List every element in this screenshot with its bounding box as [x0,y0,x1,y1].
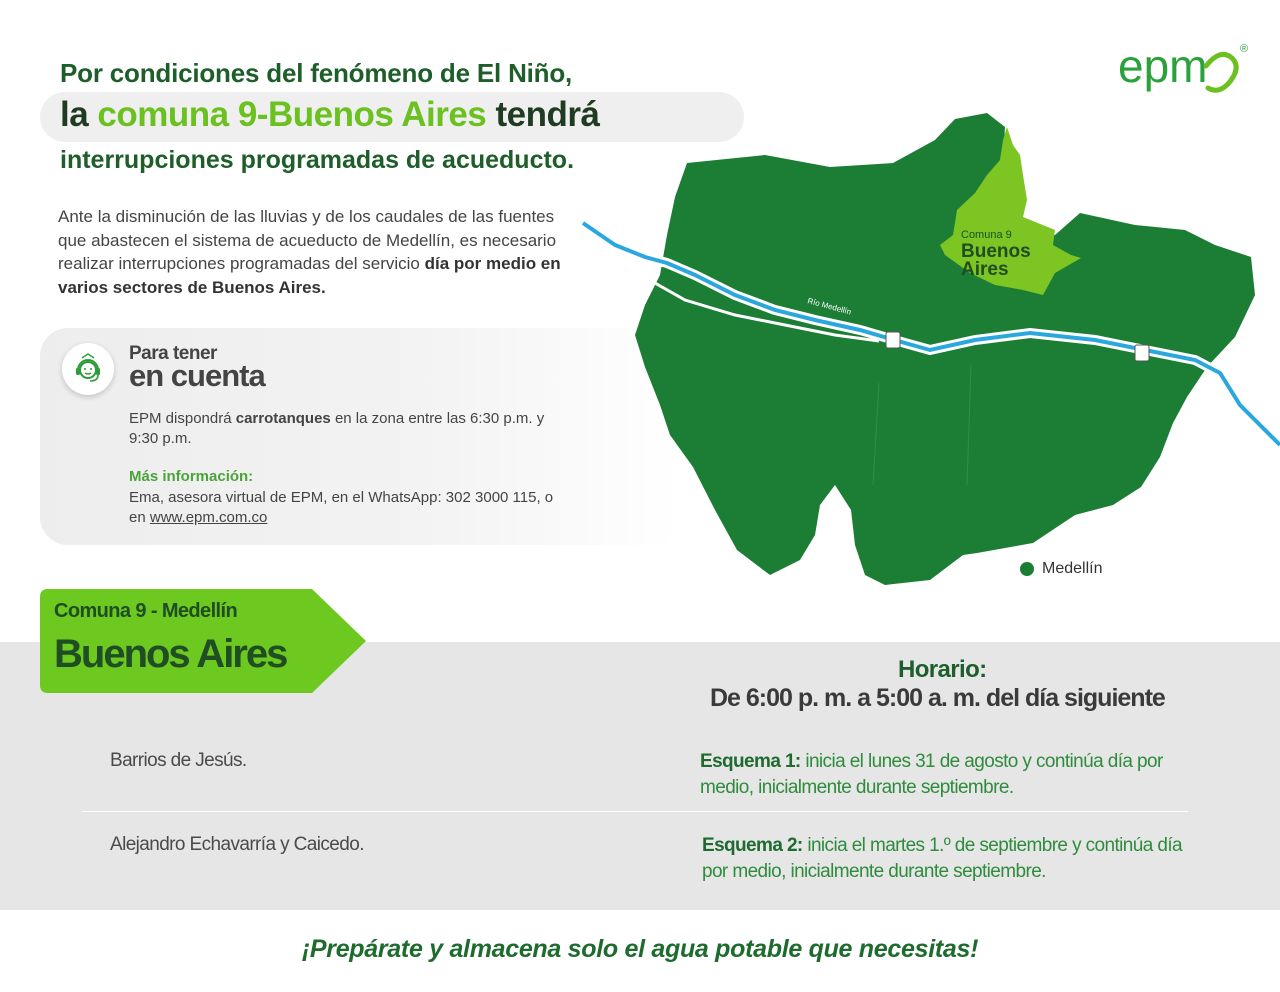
info-title-small: Para tener [129,343,217,364]
logo-text: epm [1118,40,1208,92]
comuna-label-aires: Aires [961,259,1009,280]
headline-line-1: Por condiciones del fenómeno de El Niño, [60,58,573,88]
barrio-row-2: Alejandro Echavarría y Caicedo. [110,834,364,855]
legend-dot-icon [1020,562,1034,576]
comuna-tag-subtitle: Comuna 9 - Medellín [54,600,238,622]
intro-paragraph [58,205,578,299]
footer-slogan: ¡Prepárate y almacena solo el agua potable que necesitas! [301,935,979,963]
esquema-row-1 [700,749,1210,801]
headset-agent-icon [62,343,114,395]
epm-logo [1118,40,1253,107]
info-title-large: en cuenta [129,358,265,393]
headline-suffix: tendrá [486,95,600,134]
barrio-row-1: Barrios de Jesús. [110,750,247,771]
headline-prefix: la [60,95,98,134]
info-p2-text: Ema, asesora virtual de EPM, en el WhatsApp: 302 3000 115, o en [129,489,554,526]
more-info-label: Más información: [129,468,254,485]
bridge-marker-icon [1135,345,1149,361]
info-paragraph-tankers [129,409,569,449]
headline-line-2 [60,95,599,135]
esquema-row-2 [702,833,1212,885]
info-paragraph-contact [129,488,569,528]
legend-label: Medellín [1042,560,1103,577]
esquema-2-label: Esquema 2: [702,835,803,856]
river-label: Río Medellín [806,296,853,317]
row-divider [82,811,1188,812]
intro-text: Ante la disminución de las lluvias y de los caudales de las fuentes que abastecen el sistema de acueducto de Medellín, es necesario realizar interrupciones programadas del servicio [58,207,557,273]
esquema-2-text: inicia el martes 1.º de septiembre y continúa día por medio, inicialmente durante septiembre. [702,835,1182,882]
epm-website-link[interactable]: www.epm.com.co [149,509,268,526]
esquema-1-label: Esquema 1: [700,751,801,772]
esquema-1-text: inicia el lunes 31 de agosto y continúa día por medio, inicialmente durante septiembre. [700,751,1163,798]
comuna-label-small: Comuna 9 [961,229,1012,241]
horario-value: De 6:00 p. m. a 5:00 a. m. del día siguiente [710,684,1165,712]
comuna-label-buenos: Buenos [961,241,1031,262]
comuna-tag-title: Buenos Aires [54,632,287,676]
info-p1-post: en la zona entre las 6:30 p.m. y 9:30 p.m. [129,410,545,447]
horario-label: Horario: [898,656,987,683]
logo-registered: ® [1240,43,1249,55]
intro-bold-text: día por medio en varios sectores de Buenos Aires. [58,254,561,297]
headline-highlight: comuna 9-Buenos Aires [97,95,487,134]
headline-line-3: interrupciones programadas de acueducto. [60,146,575,174]
map-legend [1020,560,1102,578]
bridge-marker-icon [886,332,900,348]
medellin-map [575,105,1280,595]
info-p1-bold: carrotanques [235,410,331,427]
info-p1-pre: EPM dispondrá [129,410,236,427]
